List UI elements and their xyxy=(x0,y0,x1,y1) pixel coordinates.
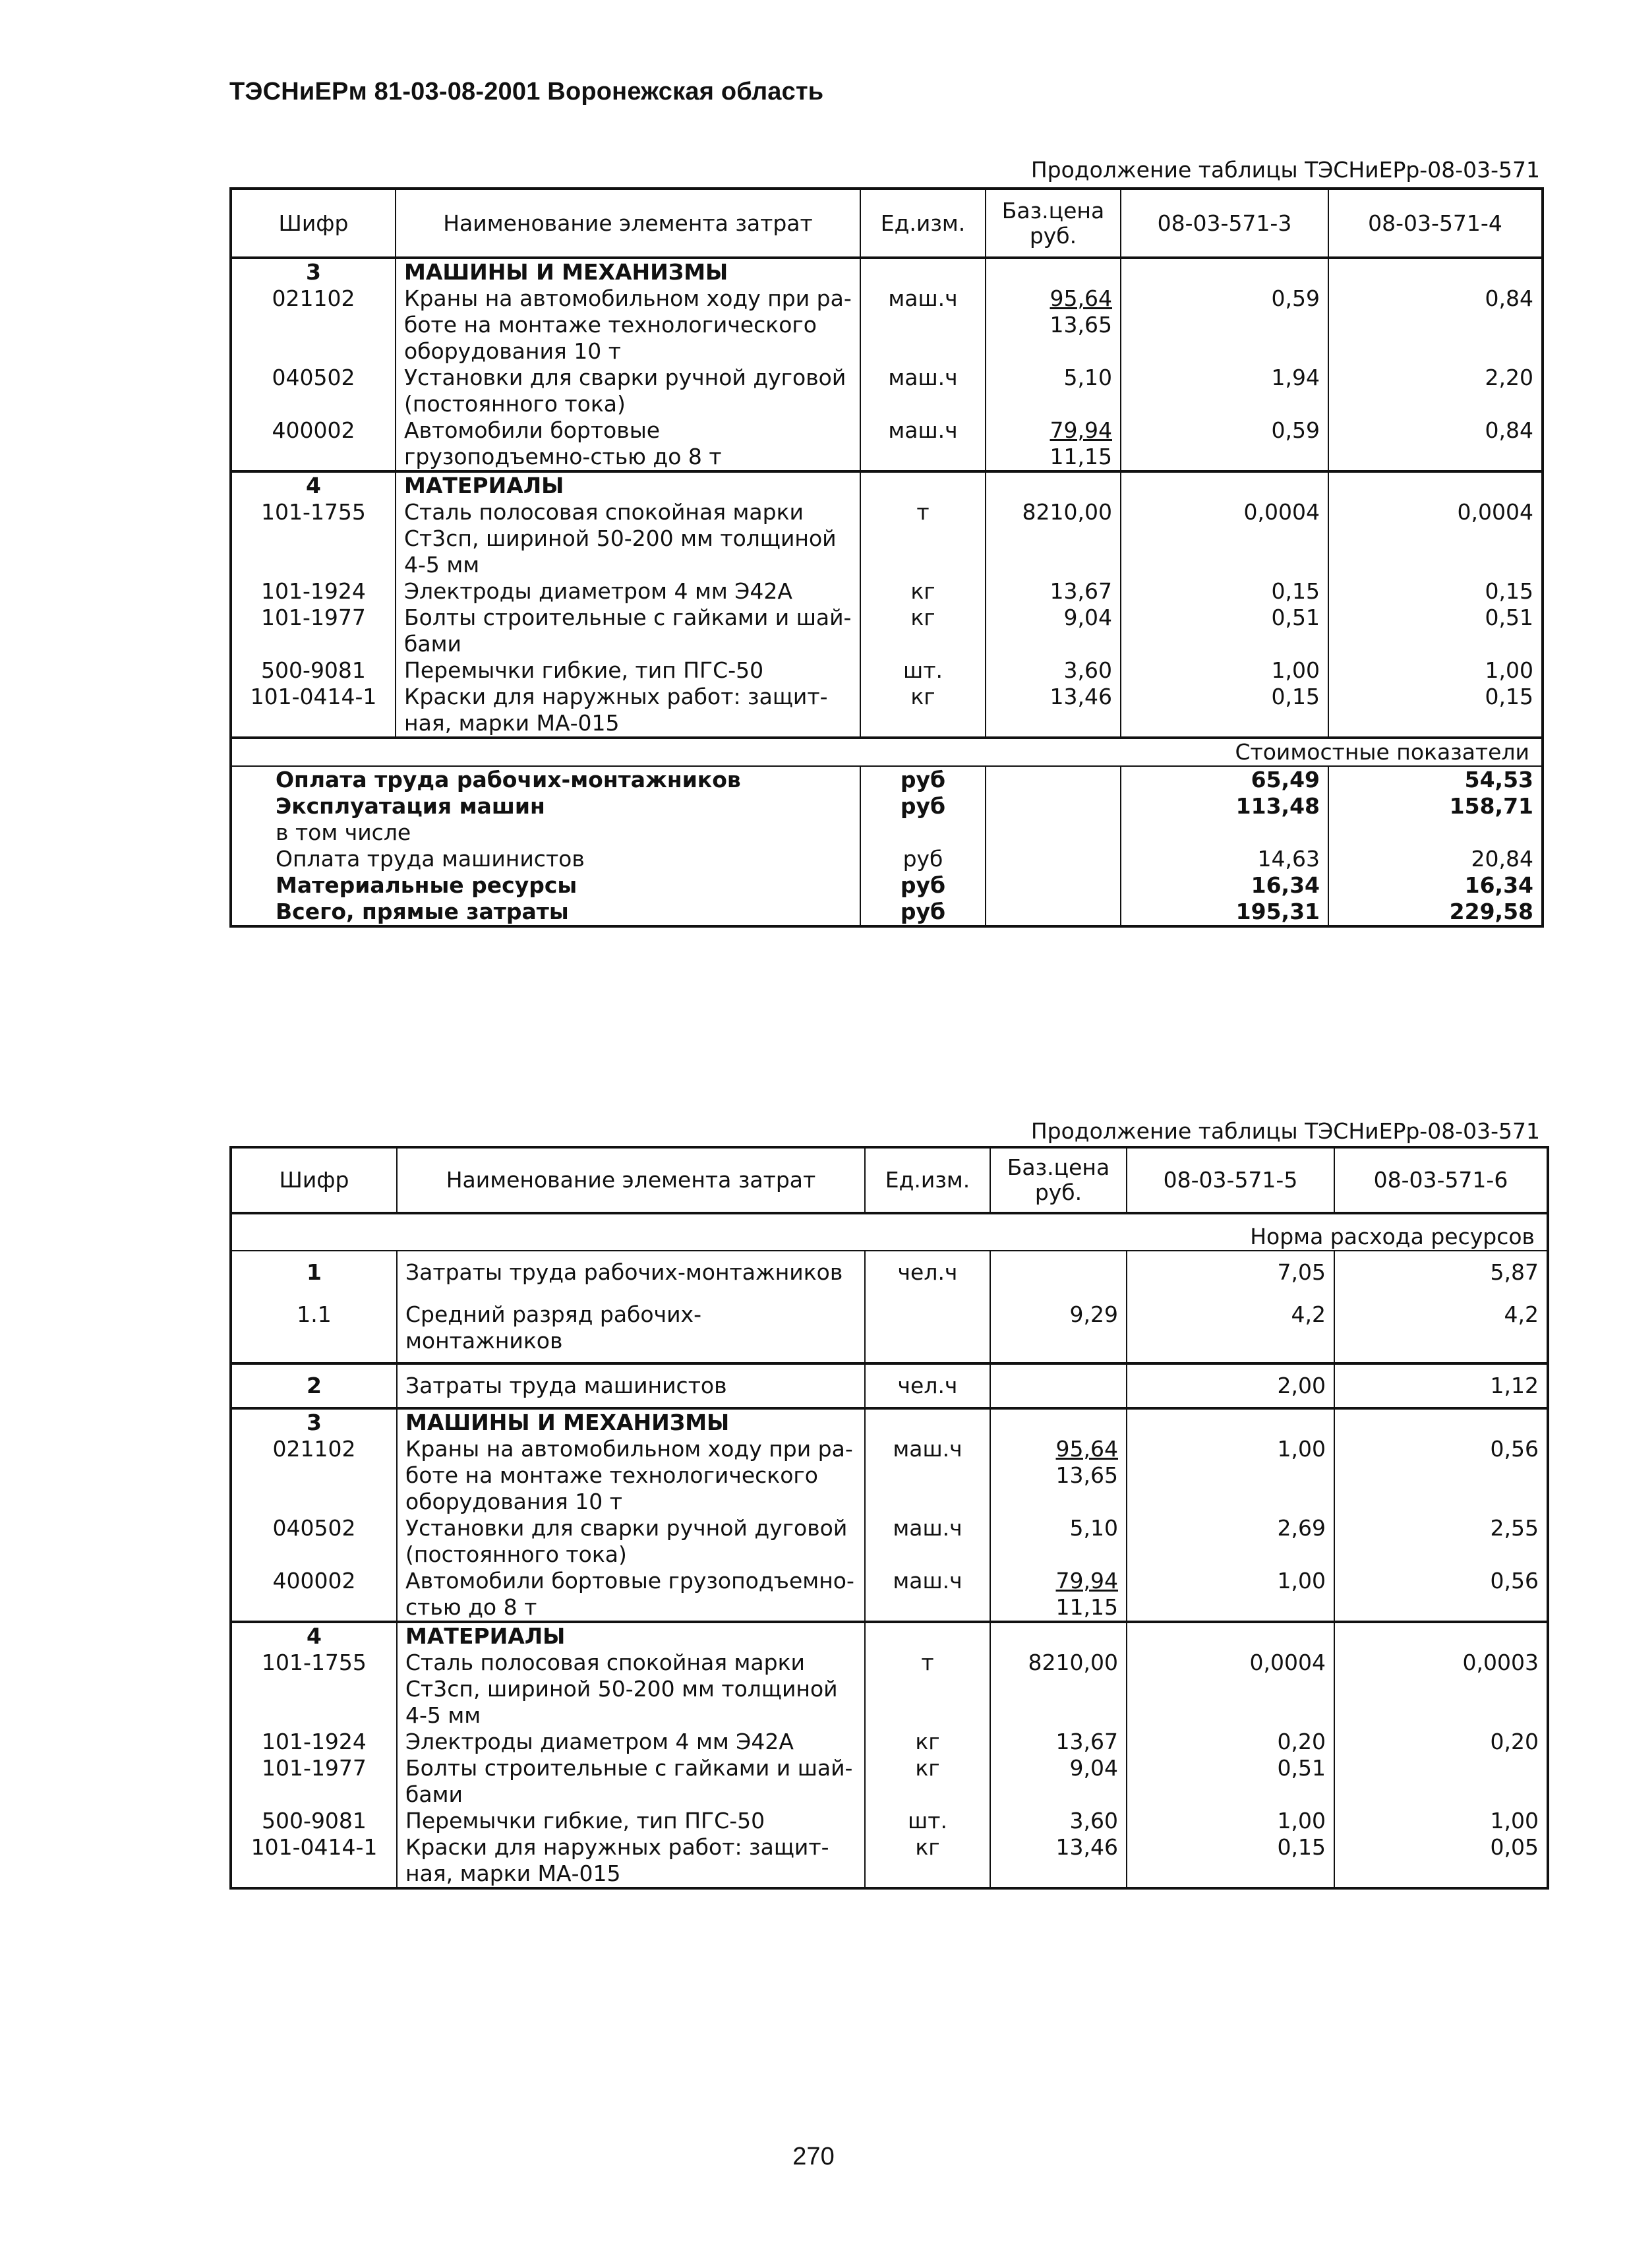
variant-1-value: 0,20 xyxy=(1127,1729,1334,1755)
section-title: МАТЕРИАЛЫ xyxy=(396,471,860,499)
resource-price xyxy=(990,1568,1127,1622)
labor-unit xyxy=(865,1294,990,1363)
resource-code: 101-1977 xyxy=(231,1755,397,1808)
price-value: 13,46 xyxy=(1055,1834,1118,1860)
price-value: 79,94 xyxy=(1050,417,1112,443)
labor-name: Затраты труда рабочих-монтажников xyxy=(397,1251,865,1294)
table2-continuation-caption: Продолжение таблицы ТЭСНиЕРр-08-03-571 xyxy=(1030,1118,1540,1144)
resource-code: 101-1924 xyxy=(231,1729,397,1755)
empty-cell xyxy=(986,793,1121,820)
empty-cell xyxy=(986,872,1121,899)
variant-1-value: 1,00 xyxy=(1127,1568,1334,1622)
col-header-unit: Ед.изм. xyxy=(865,1147,990,1213)
resource-unit: т xyxy=(860,499,986,578)
resource-code: 101-1977 xyxy=(231,605,396,657)
summary-variant-1 xyxy=(1121,820,1328,846)
col-header-variant-1: 08-03-571-3 xyxy=(1121,189,1328,258)
labor-code: 2 xyxy=(231,1363,397,1408)
empty-cell xyxy=(865,1408,990,1436)
section-code: 4 xyxy=(231,471,396,499)
price-value: 8210,00 xyxy=(1028,1650,1118,1675)
empty-cell xyxy=(1334,1622,1548,1650)
col-header-price: Баз.цена руб. xyxy=(986,189,1121,258)
summary-row xyxy=(231,820,1543,846)
norm-caption-row xyxy=(231,1213,1548,1251)
variant-1-value: 4,2 xyxy=(1127,1294,1334,1363)
variant-1-value: 1,00 xyxy=(1127,1808,1334,1834)
summary-row xyxy=(231,766,1543,793)
empty-cell xyxy=(986,766,1121,793)
resource-unit: маш.ч xyxy=(865,1515,990,1568)
resource-unit: т xyxy=(865,1650,990,1729)
table-row xyxy=(231,1650,1548,1729)
price-value: 95,64 xyxy=(1050,285,1112,311)
table-row xyxy=(231,578,1543,605)
table-row xyxy=(231,417,1543,471)
summary-variant-2 xyxy=(1328,820,1543,846)
summary-label: Эксплуатация машин xyxy=(231,793,860,820)
price-secondary-value: 11,15 xyxy=(1050,444,1112,469)
summary-variant-2: 229,58 xyxy=(1449,899,1533,924)
section-header-row xyxy=(231,1622,1548,1650)
labor-name: Затраты труда машинистов xyxy=(397,1363,865,1408)
resource-price xyxy=(990,1650,1127,1729)
labor-code: 1.1 xyxy=(231,1294,397,1363)
section-code: 4 xyxy=(231,1622,397,1650)
resource-unit: кг xyxy=(860,578,986,605)
table-row xyxy=(231,1515,1548,1568)
resource-unit: маш.ч xyxy=(865,1568,990,1622)
resource-code: 101-1755 xyxy=(231,499,396,578)
resource-name: Болты строительные с гайками и шай-бами xyxy=(397,1755,865,1808)
resource-unit: шт. xyxy=(865,1808,990,1834)
variant-1-value: 0,51 xyxy=(1127,1755,1334,1808)
resource-name: Электроды диаметром 4 мм Э42А xyxy=(397,1729,865,1755)
section-code: 3 xyxy=(231,1408,397,1436)
resource-price xyxy=(990,1755,1127,1808)
resource-name: Установки для сварки ручной дуговой (постоянного тока) xyxy=(397,1515,865,1568)
price-secondary-value: 11,15 xyxy=(1055,1594,1118,1620)
table-row xyxy=(231,684,1543,738)
section-title: МАШИНЫ И МЕХАНИЗМЫ xyxy=(396,258,860,285)
price-value: 5,10 xyxy=(1069,1515,1118,1541)
empty-cell xyxy=(986,820,1121,846)
document-header: ТЭСНиЕРм 81-03-08-2001 Воронежская область xyxy=(229,78,824,105)
variant-1-value: 0,59 xyxy=(1121,285,1328,365)
price-value: 13,46 xyxy=(1050,684,1112,709)
variant-2-value: 0,15 xyxy=(1485,684,1533,709)
resource-name: Перемычки гибкие, тип ПГС-50 xyxy=(397,1808,865,1834)
empty-cell xyxy=(986,258,1121,285)
resource-name: Сталь полосовая спокойная марки Ст3сп, шириной 50-200 мм толщиной 4-5 мм xyxy=(396,499,860,578)
empty-cell xyxy=(990,1622,1127,1650)
labor-unit: чел.ч xyxy=(865,1363,990,1408)
empty-cell xyxy=(865,1622,990,1650)
variant-2-value: 0,56 xyxy=(1490,1568,1539,1594)
summary-variant-2: 16,34 xyxy=(1464,872,1533,898)
empty-cell xyxy=(986,846,1121,872)
resource-price xyxy=(986,365,1121,417)
resource-price xyxy=(986,657,1121,684)
empty-cell xyxy=(860,471,986,499)
summary-variant-1: 14,63 xyxy=(1121,846,1328,872)
price-secondary-value: 13,65 xyxy=(1055,1462,1118,1488)
empty-cell xyxy=(1334,1408,1548,1436)
norm-caption: Норма расхода ресурсов xyxy=(231,1213,1548,1251)
resource-name: Краски для наружных работ: защит-ная, марки МА-015 xyxy=(396,684,860,738)
price-value: 5,10 xyxy=(1063,365,1112,390)
price-value: 95,64 xyxy=(1055,1436,1118,1462)
variant-2-value: 5,87 xyxy=(1490,1259,1539,1285)
col-header-variant-2: 08-03-571-6 xyxy=(1334,1147,1548,1213)
resource-table-2 xyxy=(229,1146,1549,1890)
summary-variant-2: 158,71 xyxy=(1449,793,1533,819)
variant-1-value: 0,15 xyxy=(1127,1834,1334,1888)
labor-price: 9,29 xyxy=(990,1294,1127,1363)
variant-2-value: 0,20 xyxy=(1490,1729,1539,1754)
summary-variant-1: 195,31 xyxy=(1121,899,1328,926)
col-header-variant-1: 08-03-571-5 xyxy=(1127,1147,1334,1213)
resource-unit: кг xyxy=(865,1834,990,1888)
variant-1-value: 1,94 xyxy=(1121,365,1328,417)
price-value: 13,67 xyxy=(1055,1729,1118,1754)
resource-price xyxy=(986,285,1121,365)
resource-code: 101-0414-1 xyxy=(231,1834,397,1888)
variant-2-value xyxy=(1334,1755,1548,1808)
col-header-unit: Ед.изм. xyxy=(860,189,986,258)
resource-name: Краны на автомобильном ходу при ра-боте на монтаже технологического оборудования 10 т xyxy=(397,1436,865,1515)
resource-price xyxy=(990,1729,1127,1755)
resource-unit: маш.ч xyxy=(860,365,986,417)
resource-price xyxy=(986,578,1121,605)
resource-code: 400002 xyxy=(231,417,396,471)
price-value: 3,60 xyxy=(1069,1808,1118,1834)
empty-cell xyxy=(986,471,1121,499)
price-value: 9,04 xyxy=(1069,1755,1118,1781)
price-value: 13,67 xyxy=(1050,578,1112,604)
table1-continuation-caption: Продолжение таблицы ТЭСНиЕРр-08-03-571 xyxy=(1030,157,1540,183)
table-row xyxy=(231,605,1543,657)
variant-2-value: 4,2 xyxy=(1504,1301,1539,1327)
summary-label: Оплата труда машинистов xyxy=(231,846,860,872)
variant-2-value: 0,0004 xyxy=(1457,499,1533,525)
variant-2-value: 0,84 xyxy=(1485,285,1533,311)
empty-cell xyxy=(1127,1622,1334,1650)
price-secondary-value: 13,65 xyxy=(1050,312,1112,338)
section-header-row xyxy=(231,1408,1548,1436)
variant-1-value: 2,00 xyxy=(1127,1363,1334,1408)
col-header-price: Баз.цена руб. xyxy=(990,1147,1127,1213)
summary-unit: руб xyxy=(860,793,986,820)
empty-cell xyxy=(1328,471,1543,499)
variant-2-value: 2,55 xyxy=(1490,1515,1539,1541)
labor-code: 1 xyxy=(231,1251,397,1294)
labor-unit: чел.ч xyxy=(865,1251,990,1294)
resource-price xyxy=(990,1808,1127,1834)
summary-row xyxy=(231,899,1543,926)
labor-name: Средний разряд рабочих-монтажников xyxy=(397,1294,865,1363)
resource-code: 040502 xyxy=(231,365,396,417)
col-header-variant-2: 08-03-571-4 xyxy=(1328,189,1543,258)
table-row xyxy=(231,499,1543,578)
resource-price xyxy=(986,499,1121,578)
table-row xyxy=(231,1729,1548,1755)
resource-code: 021102 xyxy=(231,1436,397,1515)
resource-name: Автомобили бортовые грузоподъемно-стью до 8 т xyxy=(396,417,860,471)
table2-header-row xyxy=(231,1147,1548,1213)
summary-unit xyxy=(860,820,986,846)
resource-unit: шт. xyxy=(860,657,986,684)
variant-1-value: 1,00 xyxy=(1127,1436,1334,1515)
resource-code: 101-1924 xyxy=(231,578,396,605)
empty-cell xyxy=(860,258,986,285)
col-header-name: Наименование элемента затрат xyxy=(397,1147,865,1213)
variant-1-value: 0,59 xyxy=(1121,417,1328,471)
summary-variant-2: 54,53 xyxy=(1464,767,1533,792)
variant-1-value: 0,51 xyxy=(1121,605,1328,657)
table-row xyxy=(231,1834,1548,1888)
summary-unit: руб xyxy=(860,872,986,899)
resource-name: Краски для наружных работ: защит-ная, марки МА-015 xyxy=(397,1834,865,1888)
summary-row xyxy=(231,846,1543,872)
resource-price xyxy=(990,1436,1127,1515)
variant-2-value: 2,20 xyxy=(1485,365,1533,390)
resource-name: Автомобили бортовые грузоподъемно-стью до 8 т xyxy=(397,1568,865,1622)
resource-name: Перемычки гибкие, тип ПГС-50 xyxy=(396,657,860,684)
variant-2-value: 1,12 xyxy=(1334,1363,1548,1408)
variant-2-value: 0,15 xyxy=(1485,578,1533,604)
variant-2-value: 0,56 xyxy=(1490,1436,1539,1462)
section-title: МАШИНЫ И МЕХАНИЗМЫ xyxy=(397,1408,865,1436)
resource-unit: кг xyxy=(865,1729,990,1755)
summary-label: Всего, прямые затраты xyxy=(231,899,860,926)
variant-1-value: 0,0004 xyxy=(1121,499,1328,578)
summary-label: Материальные ресурсы xyxy=(231,872,860,899)
resource-price xyxy=(986,605,1121,657)
table-row xyxy=(231,657,1543,684)
resource-price xyxy=(986,417,1121,471)
resource-name: Установки для сварки ручной дуговой (постоянного тока) xyxy=(396,365,860,417)
resource-table-1 xyxy=(229,187,1544,928)
variant-2-value: 0,05 xyxy=(1490,1834,1539,1860)
resource-price xyxy=(990,1834,1127,1888)
variant-2-value: 1,00 xyxy=(1485,657,1533,683)
resource-price xyxy=(986,684,1121,738)
price-value: 79,94 xyxy=(1055,1568,1118,1594)
summary-unit: руб xyxy=(860,766,986,793)
resource-unit: кг xyxy=(865,1755,990,1808)
summary-unit: руб xyxy=(860,899,986,926)
resource-code: 500-9081 xyxy=(231,1808,397,1834)
empty-cell xyxy=(986,899,1121,926)
summary-variant-1: 16,34 xyxy=(1121,872,1328,899)
empty-cell xyxy=(1121,258,1328,285)
cost-caption-row xyxy=(231,738,1543,766)
empty-cell xyxy=(1121,471,1328,499)
variant-1-value: 0,15 xyxy=(1121,684,1328,738)
section-header-row xyxy=(231,258,1543,285)
resource-code: 500-9081 xyxy=(231,657,396,684)
variant-1-value: 0,15 xyxy=(1121,578,1328,605)
cost-caption: Стоимостные показатели xyxy=(231,738,1543,766)
resource-unit: маш.ч xyxy=(865,1436,990,1515)
resource-code: 400002 xyxy=(231,1568,397,1622)
summary-row xyxy=(231,872,1543,899)
summary-row xyxy=(231,793,1543,820)
resource-price xyxy=(990,1515,1127,1568)
table1-header-row xyxy=(231,189,1543,258)
empty-cell xyxy=(1127,1408,1334,1436)
col-header-code: Шифр xyxy=(231,189,396,258)
section-header-row xyxy=(231,471,1543,499)
variant-1-value: 2,69 xyxy=(1127,1515,1334,1568)
table-row xyxy=(231,285,1543,365)
col-header-name: Наименование элемента затрат xyxy=(396,189,860,258)
summary-label: Оплата труда рабочих-монтажников xyxy=(231,766,860,793)
resource-unit: маш.ч xyxy=(860,417,986,471)
price-value: 8210,00 xyxy=(1022,499,1112,525)
table-row xyxy=(231,1808,1548,1834)
variant-2-value: 0,51 xyxy=(1485,605,1533,630)
summary-variant-2: 20,84 xyxy=(1471,846,1533,872)
resource-code: 101-0414-1 xyxy=(231,684,396,738)
table-row xyxy=(231,1568,1548,1622)
resource-name: Болты строительные с гайками и шай-бами xyxy=(396,605,860,657)
resource-unit: маш.ч xyxy=(860,285,986,365)
summary-variant-1: 65,49 xyxy=(1121,766,1328,793)
summary-unit: руб xyxy=(860,846,986,872)
variant-1-value: 7,05 xyxy=(1127,1251,1334,1294)
variant-1-value: 1,00 xyxy=(1121,657,1328,684)
labor-row xyxy=(231,1251,1548,1294)
resource-unit: кг xyxy=(860,605,986,657)
page-number: 270 xyxy=(792,2143,835,2170)
resource-code: 021102 xyxy=(231,285,396,365)
summary-variant-1: 113,48 xyxy=(1121,793,1328,820)
resource-name: Краны на автомобильном ходу при ра-боте на монтаже технологического оборудования 10 т xyxy=(396,285,860,365)
table-row xyxy=(231,1436,1548,1515)
summary-label: в том числе xyxy=(231,820,860,846)
price-value: 9,04 xyxy=(1063,605,1112,630)
labor-price xyxy=(990,1251,1127,1294)
resource-name: Сталь полосовая спокойная марки Ст3сп, шириной 50-200 мм толщиной 4-5 мм xyxy=(397,1650,865,1729)
empty-cell xyxy=(990,1408,1127,1436)
resource-name: Электроды диаметром 4 мм Э42А xyxy=(396,578,860,605)
price-value: 3,60 xyxy=(1063,657,1112,683)
resource-code: 040502 xyxy=(231,1515,397,1568)
labor-row xyxy=(231,1294,1548,1363)
labor-price xyxy=(990,1363,1127,1408)
resource-unit: кг xyxy=(860,684,986,738)
table-row xyxy=(231,1755,1548,1808)
variant-2-value: 1,00 xyxy=(1490,1808,1539,1834)
resource-code: 101-1755 xyxy=(231,1650,397,1729)
variant-2-value: 0,84 xyxy=(1485,417,1533,443)
variant-2-value: 0,0003 xyxy=(1462,1650,1539,1675)
table-row xyxy=(231,365,1543,417)
empty-cell xyxy=(1328,258,1543,285)
variant-1-value: 0,0004 xyxy=(1127,1650,1334,1729)
section-title: МАТЕРИАЛЫ xyxy=(397,1622,865,1650)
col-header-code: Шифр xyxy=(231,1147,397,1213)
section-code: 3 xyxy=(231,258,396,285)
labor-row xyxy=(231,1363,1548,1408)
